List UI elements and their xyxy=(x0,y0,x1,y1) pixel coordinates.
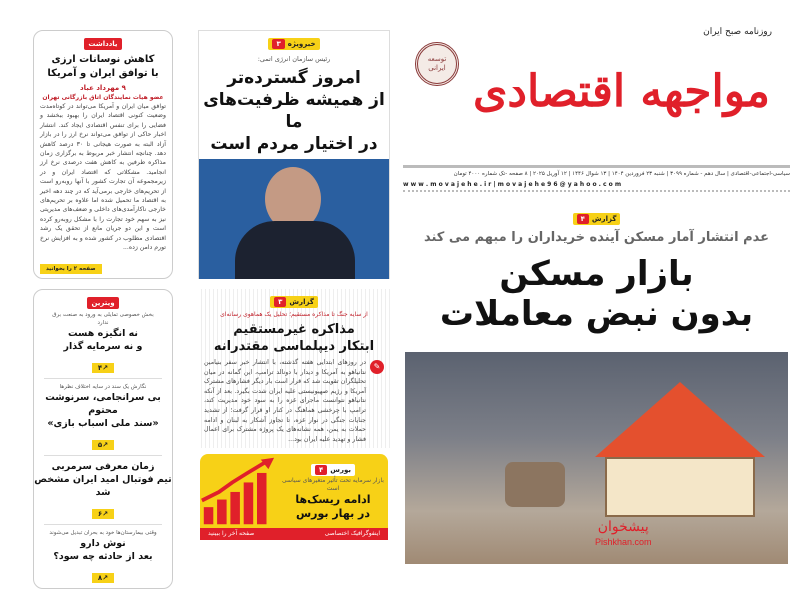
vitrine-headline-2: بعد از حادثه چه سود؟ xyxy=(53,550,153,562)
page-ref[interactable]: ↗۶ xyxy=(92,509,114,519)
issue-info-bar xyxy=(403,165,790,192)
issue-info-line: سیاسی-اجتماعی-اقتصادی | سال دهم - شماره ۳۰۹۹ | شنبه ۲۳ فروردین ۱۴۰۴ | ۱۳ شوال ۱۴۴۶ | ۱۲ آوریل ۲۰۲۵ | ۸ صفحه -تک شماره ۴۰۰۰ تومان xyxy=(453,171,790,177)
page-ref[interactable]: ↗۸ xyxy=(92,573,114,583)
divider xyxy=(44,524,162,525)
portrait-suit xyxy=(235,221,355,279)
vitrine-item[interactable] xyxy=(34,311,172,379)
vitrine-item[interactable] xyxy=(34,529,172,584)
vitrine-list xyxy=(34,311,172,584)
middle-column xyxy=(198,30,390,540)
vitrine-headline-2: و نه سرمایه گذار xyxy=(63,340,143,352)
continue-link[interactable]: صفحه ۲ را بخوانید xyxy=(40,264,102,274)
vitrine-kicker: بخش خصوصی تمایلی به ورود به صنعت برق ندارد xyxy=(52,311,154,326)
vitrine-item[interactable] xyxy=(34,383,172,456)
vitrine-headline-1: نه انگیزه هست xyxy=(68,327,138,339)
pishkhan-watermark: پیشخوان Pishkhan.com xyxy=(595,519,652,547)
section-tag: ویترین xyxy=(87,297,118,309)
seal-logo xyxy=(415,42,459,86)
middle-top-headline-3[interactable]: در اختیار مردم است xyxy=(210,134,378,154)
editorial-note xyxy=(33,30,173,279)
note-author: ۹ مهرداد عباد xyxy=(80,84,126,92)
ad-footer-right: اینفوگرافیک اختصاصی xyxy=(324,530,380,538)
vitrine-kicker: نگارش یک سند در سایه اختلاف نظرها xyxy=(59,383,147,390)
pen-icon: ✎ xyxy=(370,360,384,374)
seal-text: توسعه ایرانی xyxy=(427,55,447,72)
page-ref[interactable]: ↗۵ xyxy=(92,440,114,450)
middle-report xyxy=(198,289,390,448)
ad-headline-1: ادامه ریسک‌ها xyxy=(295,493,371,507)
coins-shape xyxy=(505,462,565,507)
main-story xyxy=(403,206,790,334)
vitrine-kicker: وقتی بیمارستان‌ها خود به بحران تبدیل می‌شوند xyxy=(49,529,157,536)
note-headline-2[interactable]: با توافق ایران و آمریکا xyxy=(47,68,159,79)
bar xyxy=(244,483,254,525)
portrait-photo[interactable] xyxy=(199,159,389,279)
divider xyxy=(44,455,162,456)
house-body xyxy=(605,457,755,517)
ad-kicker: بازار سرمایه تحت تأثیر متغیرهای سیاسی است xyxy=(282,477,384,493)
house-roof xyxy=(595,382,765,457)
bourse-infographic-ad[interactable] xyxy=(200,454,388,540)
bar xyxy=(204,507,214,524)
bar xyxy=(257,473,267,524)
vitrine-headline-2: «سند ملی اسباب بازی» xyxy=(47,417,159,429)
middle-top-headline-2[interactable]: از همیشه ظرفیت‌های ما xyxy=(203,90,385,132)
newspaper-logo: مواجهه اقتصادی xyxy=(472,66,770,117)
main-kicker: عدم انتشار آمار مسکن آینده خریداران را مبهم می کند xyxy=(423,230,770,245)
website-line: w w w . m o v a j e h e . i r | m o v a j e h e 9 6 @ y a h o o . c o m xyxy=(403,180,790,192)
section-tag: گزارش ۴ xyxy=(573,213,621,225)
main-photo[interactable] xyxy=(405,352,788,564)
section-tag: بورس ۴ xyxy=(311,464,355,476)
bar xyxy=(217,500,227,525)
masthead xyxy=(403,22,790,162)
report-body: در روزهای ابتدایی هفته گذشته، با انتشار خبر سفر بنیامین نتانیاهو به آمریکا و دیدار با دونالد ترامپ، این گمانه در میان تحلیلگران تقویت شد که قرار است بار دیگر فشارهای مشترک آمریکا و رژیم صهیونیستی علیه ایران شدت بگیرد. بعد از آنکه نتانیاهو نتوانست ماجرای غزه را به سود خود مدیریت کند، ترامپ با چرخشی هماهنگ در کنار او قرار گرفت؛ از تشدید جنایات جنگی در نوار غزه، تا تجاوز آشکار به لبنان و ادامه حملات به یمن، همه نشانه‌های یک پروژه مشترک برای اعمال فشار و تهدید علیه ایران بود... xyxy=(204,359,366,443)
vitrine-headline-1: زمان معرفی سرمربی xyxy=(51,460,155,472)
section-tag: خبرویژه ۳ xyxy=(268,38,319,50)
report-headline-1[interactable]: مذاکره غیرمستقیم xyxy=(233,322,355,337)
section-tag: گزارش ۳ xyxy=(270,296,318,308)
vitrine-headline-1: نوش دارو xyxy=(80,537,126,549)
note-headline-1[interactable]: کاهش نوسانات ارزی xyxy=(51,54,155,65)
main-headline-2[interactable]: بدون نبض معاملات xyxy=(439,294,754,334)
left-column xyxy=(33,30,173,589)
rising-bar-chart-arrow-icon xyxy=(200,456,276,526)
middle-top-kicker: رئیس سازمان انرژی اتمی: xyxy=(257,55,331,63)
middle-top-headline-1[interactable]: امروز گسترده‌تر xyxy=(227,68,361,88)
ad-footer xyxy=(200,528,388,540)
middle-top-story xyxy=(198,30,390,279)
ad-headline-2: در بهار بورس xyxy=(295,507,371,521)
vitrine-item[interactable] xyxy=(34,460,172,525)
report-headline-2[interactable]: ابتکار دیپلماسی مقتدرانه xyxy=(213,339,375,354)
report-kicker: از سایه جنگ تا مذاکره مستقیم؛ تحلیل یک هماهوی رسانه‌ای xyxy=(220,311,368,318)
main-headline-1[interactable]: بازار مسکن xyxy=(499,254,694,294)
divider xyxy=(44,378,162,379)
bar xyxy=(230,492,240,524)
note-author-title: عضو هیات نمایندگان اتاق بازرگانی تهران xyxy=(42,94,164,101)
vitrine-box xyxy=(33,289,173,589)
vitrine-headline-1: بی سرانجامی، سرنوشت محتوم xyxy=(45,391,161,416)
ad-footer-left[interactable]: صفحه آخر را ببینید xyxy=(208,530,255,538)
section-tag: یادداشت xyxy=(84,38,121,50)
page-ref[interactable]: ↗۴ xyxy=(92,363,114,373)
masthead-tagline: روزنامه صبح ایران xyxy=(703,27,772,37)
vitrine-headline-2: تیم فوتبال امید ایران مشخص شد xyxy=(34,473,172,498)
note-body: توافق میان ایران و آمریکا می‌تواند در کوتاه‌مدت وضعیت کنونی اقتصاد ایران را بهبود ببخشد و فضایی را برای تنفس اقتصادی ایجاد کند. انتشار اخبار حاکی از توافق می‌تواند نرخ ارز را در بازار آزاد البته به صورت هیجانی تا ۳۰ درصد کاهش دهد. چنانچه انتشار خبر مربوط به برگزاری زمان مذاکره طرفین به کاهش هفت درصدی نرخ ارز انجامید. مشکلاتی که اقتصاد ایران و در زیرمجموعه آن تجارت کشور با آنها روبه‌رو است از تحریم‌های خارجی برمی‌آید که در چند دهه اخیر به اقتصاد ما تحمیل شده اما علاوه بر تحریم‌های خارجی ناکارآمدی‌های داخلی و ضعف‌های مدیریتی نیز به سهم خود تجارت را با مشکل روبه‌رو کرده است و این دو جریان مانع از تحقق یک رشد اقتصادی مطلوب در کشور شده و به افزایش نرخ تورم دامن زده... xyxy=(40,103,167,252)
